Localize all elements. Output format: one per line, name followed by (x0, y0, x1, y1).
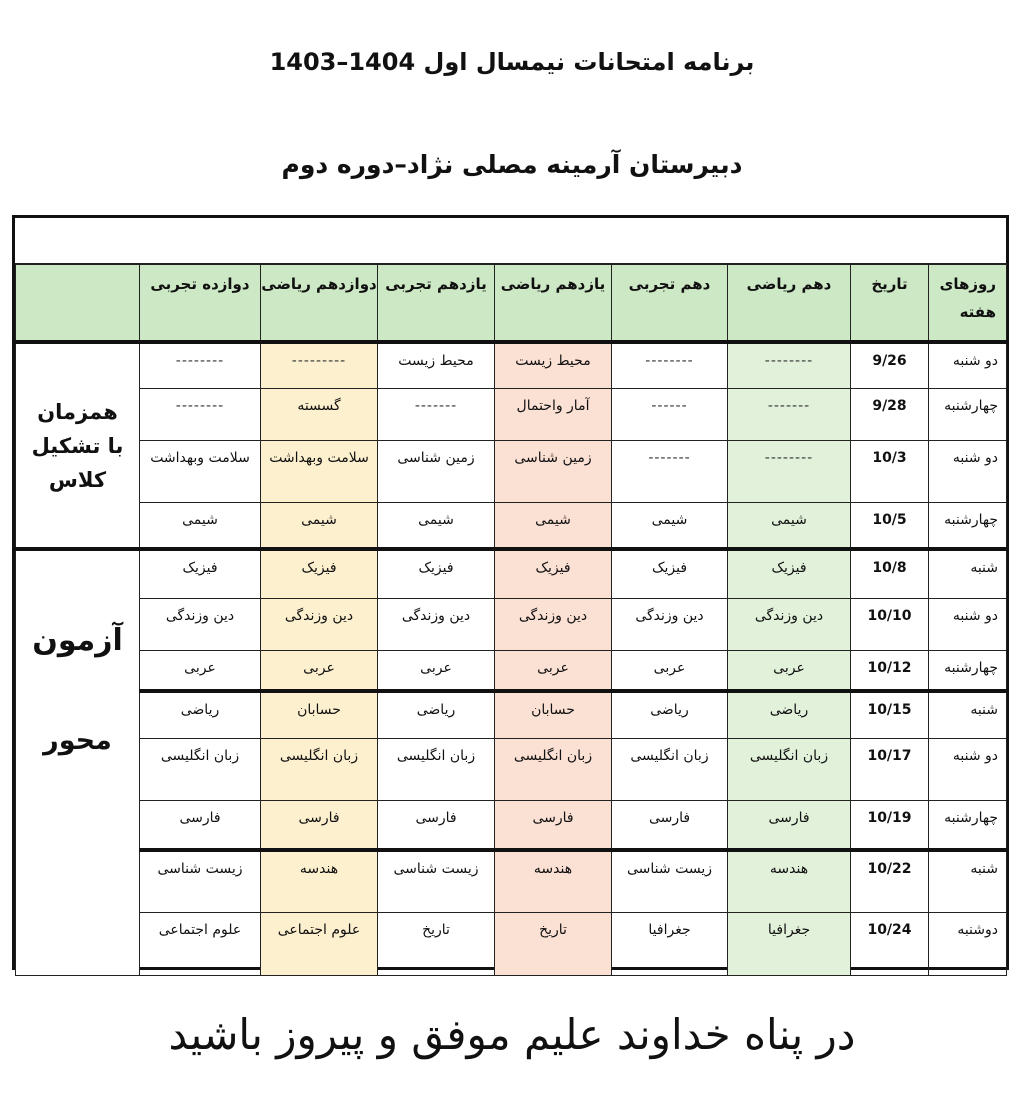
exam-schedule-table (15, 263, 1007, 976)
subject-cell: زبان انگلیسی (728, 738, 851, 800)
table-row (16, 388, 1007, 440)
col-header-11-exp: یازدهم تجربی (378, 264, 495, 342)
side-label-concurrent: همزمان با تشکیل کلاس (16, 342, 140, 549)
subject-cell: دین وزندگی (612, 598, 728, 650)
subject-cell: علوم اجتماعی (140, 912, 261, 975)
subject-cell: فارسی (140, 800, 261, 850)
table-row (16, 912, 1007, 975)
subject-cell: دین وزندگی (261, 598, 378, 650)
subject-cell: فیزیک (612, 549, 728, 598)
col-header-11-math: یازدهم ریاضی (495, 264, 612, 342)
subject-cell: آمار واحتمال (495, 388, 612, 440)
day-cell: چهارشنبه (929, 502, 1007, 549)
table-row (16, 440, 1007, 502)
subject-cell: زبان انگلیسی (495, 738, 612, 800)
side-label-part-2: محور (43, 725, 112, 756)
table-row (16, 738, 1007, 800)
subject-cell: شیمی (495, 502, 612, 549)
table-row (16, 650, 1007, 691)
subject-cell: زبان انگلیسی (140, 738, 261, 800)
subject-cell: عربی (261, 650, 378, 691)
subject-cell: سلامت وبهداشت (140, 440, 261, 502)
subject-cell: تاریخ (495, 912, 612, 975)
subject-cell: -------- (728, 342, 851, 388)
day-cell: چهارشنبه (929, 800, 1007, 850)
day-cell: دو شنبه (929, 738, 1007, 800)
date-cell: 10/8 (851, 549, 929, 598)
subject-cell: دین وزندگی (140, 598, 261, 650)
side-label-test-based (16, 549, 140, 975)
table-row (16, 549, 1007, 598)
subject-cell: جغرافیا (728, 912, 851, 975)
date-cell: 10/3 (851, 440, 929, 502)
subject-cell: ریاضی (728, 691, 851, 738)
subject-cell: عربی (612, 650, 728, 691)
subject-cell: شیمی (140, 502, 261, 549)
table-row (16, 850, 1007, 912)
subject-cell: فیزیک (261, 549, 378, 598)
date-cell: 10/24 (851, 912, 929, 975)
subject-cell: حسابان (261, 691, 378, 738)
subject-cell: فارسی (261, 800, 378, 850)
subject-cell: عربی (495, 650, 612, 691)
day-cell: شنبه (929, 691, 1007, 738)
subject-cell: هندسه (261, 850, 378, 912)
subject-cell: سلامت وبهداشت (261, 440, 378, 502)
table-row (16, 800, 1007, 850)
day-cell: دوشنبه (929, 912, 1007, 975)
day-cell: دو شنبه (929, 342, 1007, 388)
date-cell: 10/22 (851, 850, 929, 912)
subject-cell: فیزیک (378, 549, 495, 598)
subject-cell: زبان انگلیسی (261, 738, 378, 800)
subject-cell: فارسی (612, 800, 728, 850)
subject-cell: ------- (728, 388, 851, 440)
side-label-part-1: آزمون (32, 623, 123, 658)
table-row (16, 502, 1007, 549)
subject-cell: ریاضی (612, 691, 728, 738)
subject-cell: فارسی (378, 800, 495, 850)
subject-cell: دین وزندگی (728, 598, 851, 650)
school-name: دبیرستان آرمینه مصلی نژاد–دوره دوم (281, 150, 743, 179)
subject-cell: ------- (378, 388, 495, 440)
subject-cell: -------- (728, 440, 851, 502)
subject-cell: محیط زیست (378, 342, 495, 388)
day-cell: شنبه (929, 549, 1007, 598)
table-row (16, 598, 1007, 650)
subject-cell: --------- (261, 342, 378, 388)
subject-cell: زبان انگلیسی (378, 738, 495, 800)
col-header-10-exp: دهم تجربی (612, 264, 728, 342)
col-header-date: تاریخ (851, 264, 929, 342)
exam-schedule-title: برنامه امتحانات نیمسال اول 1404–1403 (269, 48, 755, 76)
subject-cell: عربی (378, 650, 495, 691)
subject-cell: عربی (140, 650, 261, 691)
col-header-12-math: دوازدهم ریاضی (261, 264, 378, 342)
col-header-days: روزهای هفته (929, 264, 1007, 342)
subject-cell: -------- (140, 342, 261, 388)
date-cell: 10/5 (851, 502, 929, 549)
subject-cell: جغرافیا (612, 912, 728, 975)
subject-cell: ریاضی (140, 691, 261, 738)
date-cell: 10/19 (851, 800, 929, 850)
subject-cell: -------- (612, 342, 728, 388)
footer-blessing: در پناه خداوند علیم موفق و پیروز باشید (168, 1010, 856, 1059)
subject-cell: فارسی (495, 800, 612, 850)
subject-cell: زمین شناسی (378, 440, 495, 502)
subject-cell: ------ (612, 388, 728, 440)
subject-cell: زیست شناسی (378, 850, 495, 912)
day-cell: دو شنبه (929, 440, 1007, 502)
table-row (16, 691, 1007, 738)
subject-cell: زبان انگلیسی (612, 738, 728, 800)
subject-cell: محیط زیست (495, 342, 612, 388)
day-cell: چهارشنبه (929, 650, 1007, 691)
subject-cell: زیست شناسی (612, 850, 728, 912)
date-cell: 9/26 (851, 342, 929, 388)
subject-cell: گسسته (261, 388, 378, 440)
day-cell: چهارشنبه (929, 388, 1007, 440)
table-row (16, 342, 1007, 388)
subject-cell: زمین شناسی (495, 440, 612, 502)
subject-cell: هندسه (495, 850, 612, 912)
subject-cell: دین وزندگی (495, 598, 612, 650)
subject-cell: -------- (140, 388, 261, 440)
date-cell: 9/28 (851, 388, 929, 440)
subject-cell: تاریخ (378, 912, 495, 975)
subject-cell: زیست شناسی (140, 850, 261, 912)
subject-cell: عربی (728, 650, 851, 691)
subject-cell: شیمی (261, 502, 378, 549)
date-cell: 10/10 (851, 598, 929, 650)
subject-cell: ریاضی (378, 691, 495, 738)
col-header-12-exp: دوازده تجربی (140, 264, 261, 342)
subject-cell: فارسی (728, 800, 851, 850)
subject-cell: فیزیک (140, 549, 261, 598)
date-cell: 10/15 (851, 691, 929, 738)
date-cell: 10/12 (851, 650, 929, 691)
table-body (16, 342, 1007, 975)
subject-cell: شیمی (378, 502, 495, 549)
subject-cell: فیزیک (495, 549, 612, 598)
col-header-10-math: دهم ریاضی (728, 264, 851, 342)
subject-cell: ------- (612, 440, 728, 502)
day-cell: دو شنبه (929, 598, 1007, 650)
subject-cell: علوم اجتماعی (261, 912, 378, 975)
subject-cell: شیمی (728, 502, 851, 549)
subject-cell: دین وزندگی (378, 598, 495, 650)
subject-cell: حسابان (495, 691, 612, 738)
date-cell: 10/17 (851, 738, 929, 800)
col-header-side (16, 264, 140, 342)
subject-cell: فیزیک (728, 549, 851, 598)
day-cell: شنبه (929, 850, 1007, 912)
subject-cell: هندسه (728, 850, 851, 912)
header-row (16, 264, 1007, 342)
subject-cell: شیمی (612, 502, 728, 549)
